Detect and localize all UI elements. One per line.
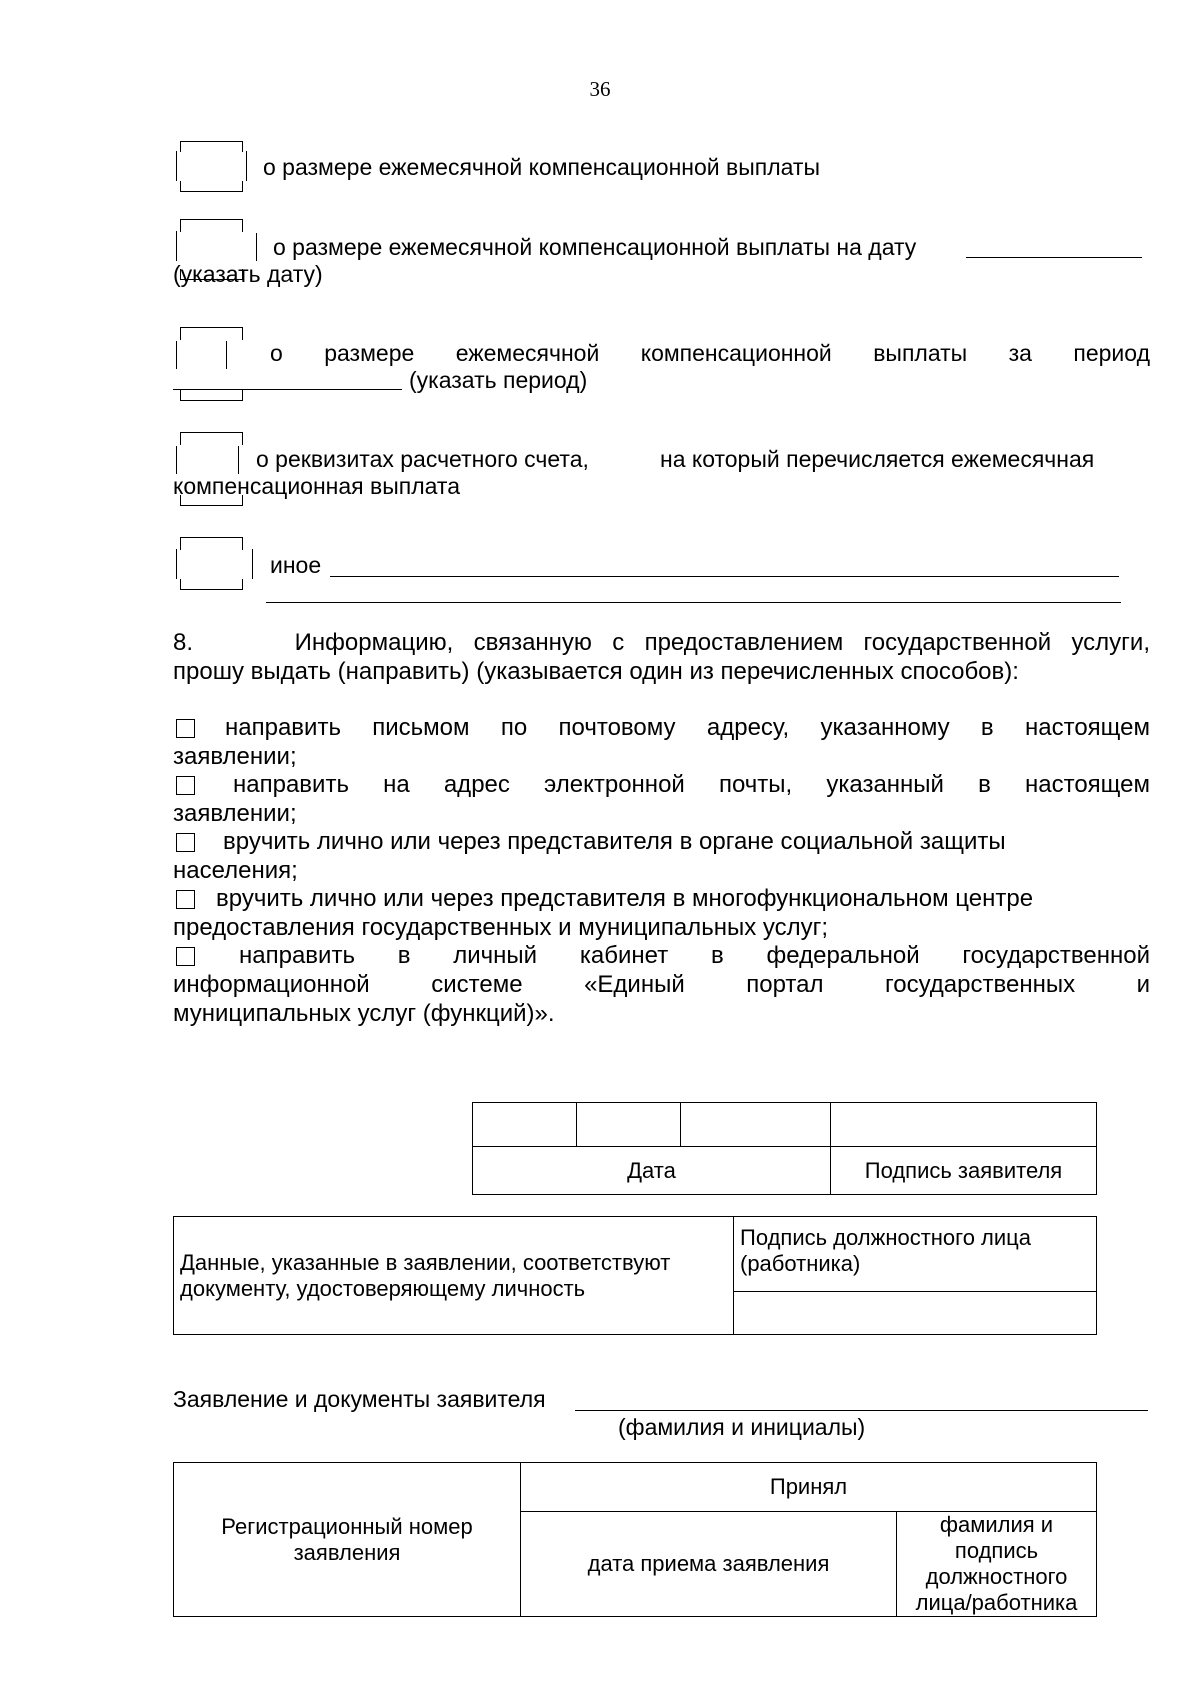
date-fill-line[interactable]: [966, 257, 1142, 258]
official-name-signature-header: фамилия и подпись должностного лица/работника: [897, 1512, 1097, 1617]
receipt-date-header: дата приема заявления: [521, 1512, 897, 1617]
registration-table: [173, 1462, 1097, 1617]
method-mail-line2: заявлении;: [173, 743, 297, 770]
option-payment-on-date-hint: (указать дату): [173, 261, 323, 287]
option-monthly-payment-checkbox[interactable]: [176, 141, 242, 191]
signature-table: [472, 1102, 1097, 1195]
method-mfc: [173, 884, 1150, 942]
method-email-line1: направить на адрес электронной почты, указанный в настоящем: [233, 771, 1150, 798]
period-fill-line[interactable]: [173, 389, 402, 390]
signature-cell[interactable]: [831, 1103, 1097, 1147]
section-8-intro: [173, 628, 1150, 686]
verification-text: Данные, указанные в заявлении, соответствуют документу, удостоверяющему личность: [174, 1217, 734, 1335]
method-mail: [173, 713, 1150, 771]
date-day-cell[interactable]: [473, 1103, 577, 1147]
option-payment-on-date-label: о размере ежемесячной компенсационной выплаты на дату: [273, 234, 917, 260]
method-gosuslugi-line2: информационной системе «Единый портал государственных и: [173, 971, 1150, 998]
date-label: Дата: [473, 1147, 831, 1195]
page-number: 36: [589, 77, 611, 101]
option-bank-details-label-line2: компенсационная выплата: [173, 473, 460, 499]
reg-number-header: Регистрационный номер заявления: [174, 1463, 521, 1617]
other-fill-line-2[interactable]: [266, 602, 1121, 603]
option-payment-for-period-label: о размере ежемесячной компенсационной выплаты за период: [270, 340, 1150, 366]
method-gosuslugi-line3: муниципальных услуг (функций)».: [173, 1000, 555, 1027]
accepted-header: Принял: [521, 1463, 1097, 1512]
method-social-protection-line1: вручить лично или через представителя в органе социальной защиты: [223, 828, 1006, 855]
official-signature-label: Подпись должностного лица (работника): [734, 1217, 1097, 1292]
method-mfc-line2: предоставления государственных и муниципальных услуг;: [173, 914, 829, 941]
applicant-name-hint: (фамилия и инициалы): [618, 1414, 866, 1440]
signature-label: Подпись заявителя: [831, 1147, 1097, 1195]
method-gosuslugi: [173, 941, 1150, 1028]
other-fill-line-1[interactable]: [330, 576, 1119, 577]
option-bank-details-label: о реквизитах расчетного счета,: [256, 446, 589, 472]
option-other-label: иное: [270, 552, 322, 578]
verification-table: [173, 1216, 1097, 1335]
option-monthly-payment-label: о размере ежемесячной компенсационной выплаты: [263, 154, 820, 180]
method-mfc-line1: вручить лично или через представителя в многофункциональном центре: [216, 885, 1034, 912]
section-text-line2: прошу выдать (направить) (указывается один из перечисленных способов):: [173, 658, 1019, 685]
option-bank-details-label-continued: на который перечисляется ежемесячная: [660, 446, 1095, 472]
option-other-checkbox[interactable]: [176, 537, 242, 587]
method-social-protection-line2: населения;: [173, 857, 298, 884]
date-month-cell[interactable]: [577, 1103, 681, 1147]
method-email-line2: заявлении;: [173, 800, 297, 827]
official-signature-cell[interactable]: [734, 1292, 1097, 1335]
option-payment-for-period-hint: (указать период): [409, 367, 588, 393]
section-number: 8.: [173, 629, 194, 656]
applicant-name-fill-line[interactable]: [575, 1410, 1148, 1411]
date-year-cell[interactable]: [681, 1103, 831, 1147]
method-email: [173, 770, 1150, 828]
applicant-docs-label: Заявление и документы заявителя: [173, 1386, 546, 1412]
section-text-line1: Информацию, связанную с предоставлением государственной услуги,: [294, 629, 1150, 656]
method-mail-line1: направить письмом по почтовому адресу, указанному в настоящем: [225, 714, 1150, 741]
method-social-protection: [173, 827, 1150, 885]
method-gosuslugi-line1: направить в личный кабинет в федеральной государственной: [239, 942, 1150, 969]
option-payment-for-period-checkbox[interactable]: [176, 327, 242, 377]
